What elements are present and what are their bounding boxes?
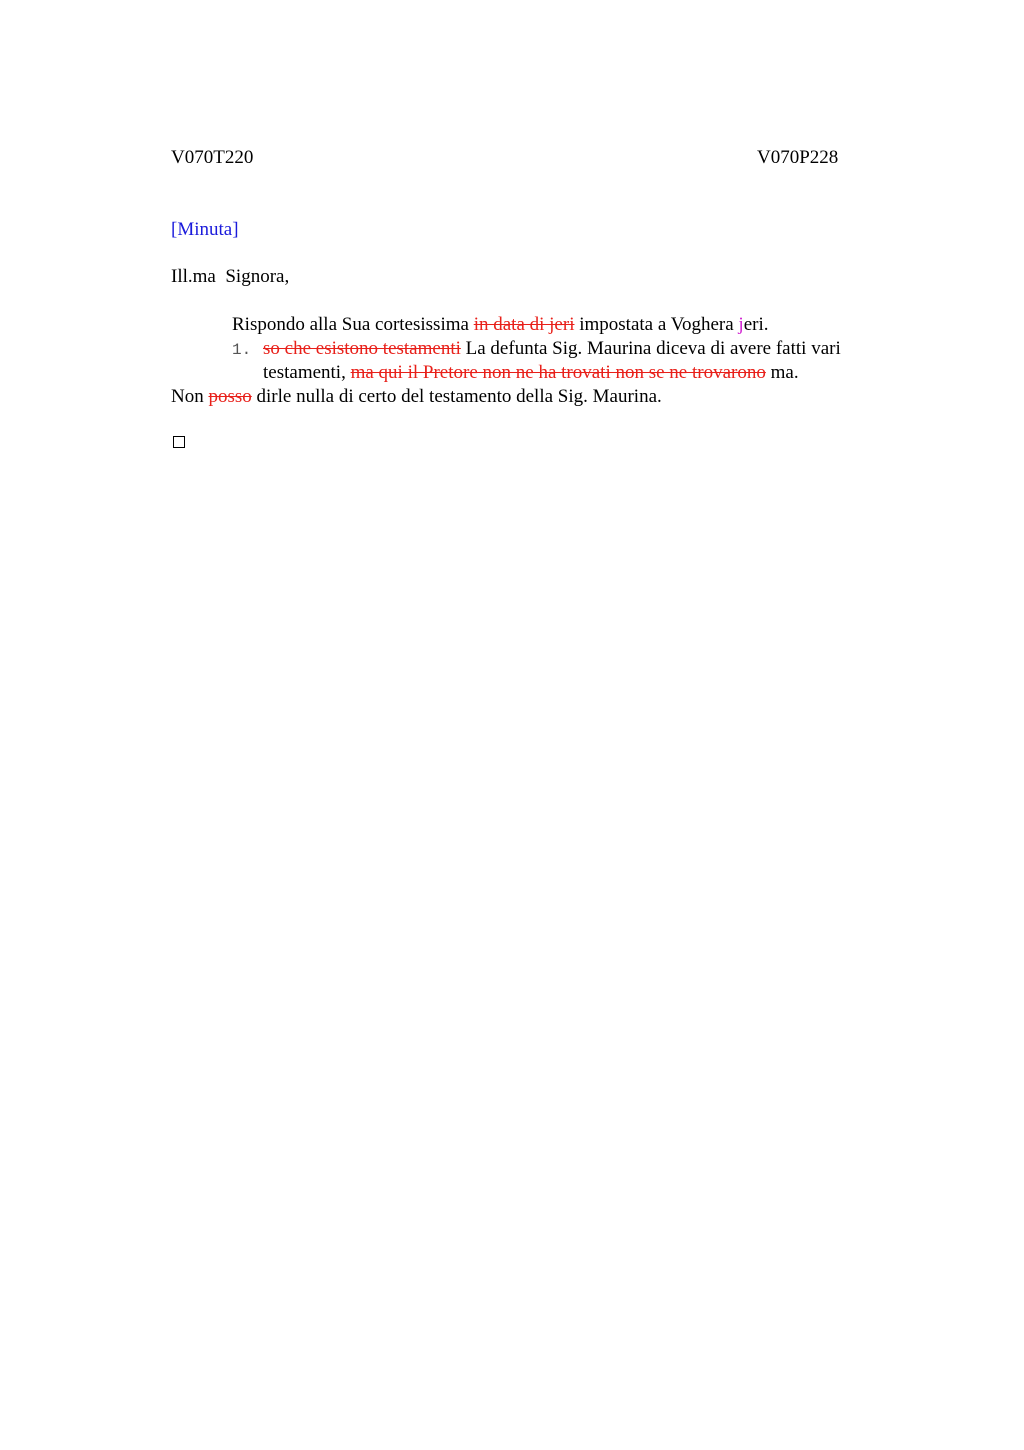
paragraph-text: dirle nulla di certo del testamento della Sig. Maurina. [251,386,662,407]
paragraph-testament [171,385,662,409]
list-item-body [263,337,903,385]
deleted-text: ma qui il Pretore non ne ha trovati non se ne trovarono [350,362,766,383]
paragraph-text: Non [171,386,209,407]
salutation: Ill.ma Signora, [171,266,290,287]
list-item-text: ma. [765,362,799,383]
deleted-text: posso [208,386,252,407]
document-code-right: V070P228 [757,147,839,168]
paragraph-text: Rispondo alla Sua cortesissima [232,314,474,335]
deleted-text: so che esistono testamenti [263,338,461,359]
numbered-list-item [232,337,912,385]
list-number: 1. [232,341,252,359]
inserted-letter: j [738,314,744,335]
minuta-label: [Minuta] [171,219,239,240]
empty-checkbox-icon[interactable] [173,436,185,448]
list-item-text: La defunta Sig. Maurina diceva di avere fatti vari testamenti, [263,338,841,383]
paragraph-text: eri. [743,314,769,335]
paragraph-text: impostata a Voghera [574,314,739,335]
paragraph-reply [232,313,769,336]
document-code-left: V070T220 [171,147,254,168]
deleted-text: in data di jeri [473,314,575,335]
